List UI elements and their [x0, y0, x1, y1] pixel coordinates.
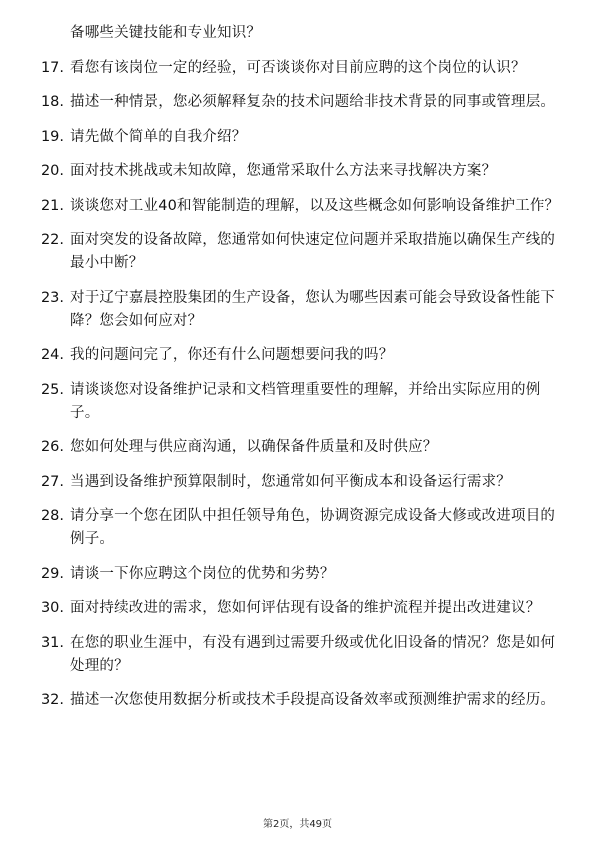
question-text: 我的问题问完了，你还有什么问题想要问我的吗？: [70, 347, 394, 363]
question-text: 面对持续改进的需求，您如何评估现有设备的维护流程并提出改进建议？: [70, 600, 541, 616]
question-text: 当遇到设备维护预算限制时，您通常如何平衡成本和设备运行需求？: [70, 473, 511, 490]
item-number: 26.: [40, 439, 64, 455]
item-number: 30.: [40, 600, 64, 616]
list-item-continuation: [34, 22, 564, 45]
list-item: [34, 91, 564, 114]
question-text: 面对技术挑战或未知故障，您通常采取什么方法来寻找解决方案？: [70, 163, 497, 179]
question-text: 看您有该岗位一定的经验，可否谈谈你对目前应聘的这个岗位的认识？: [70, 59, 526, 76]
list-item: [34, 471, 564, 494]
item-number: 21.: [40, 197, 64, 214]
item-number: 20.: [40, 163, 64, 179]
item-number: 28.: [40, 508, 64, 524]
item-number: 32.: [40, 692, 64, 708]
continuation-text: 备哪些关键技能和专业知识？: [70, 25, 262, 41]
question-text: 面对突发的设备故障，您通常如何快速定位问题并采取措施以确保生产线的最小中断？: [70, 232, 556, 271]
item-number: 17.: [40, 59, 64, 76]
question-text: 描述一次您使用数据分析或技术手段提高设备效率或预测维护需求的经历。: [70, 692, 556, 708]
question-text: 在您的职业生涯中，有没有遇到过需要升级或优化旧设备的情况？您是如何处理的？: [70, 634, 556, 674]
list-item: [34, 287, 564, 333]
list-item: [34, 195, 564, 218]
question-text: 请谈谈您对设备维护记录和文档管理重要性的理解，并给出实际应用的例子。: [70, 381, 541, 421]
item-number: 27.: [40, 473, 64, 490]
list-item: [34, 689, 564, 712]
list-item: [34, 160, 564, 183]
list-item: [34, 436, 564, 459]
list-item: [34, 379, 564, 425]
item-number: 18.: [40, 94, 64, 110]
item-number: 24.: [40, 347, 64, 363]
list-item: [34, 57, 564, 80]
item-number: 31.: [40, 634, 64, 651]
page-footer: 第2页，共49页: [262, 819, 333, 830]
question-text: 对于辽宁嘉晨控股集团的生产设备，您认为哪些因素可能会导致设备性能下降？您会如何应对？: [70, 289, 556, 329]
list-item: [34, 563, 564, 586]
question-list: [34, 22, 564, 724]
list-item: [34, 344, 564, 367]
list-item: [34, 505, 564, 551]
list-item: [34, 632, 564, 678]
question-text: 请先做个简单的自我介绍？: [70, 128, 247, 145]
question-text: 请谈一下你应聘这个岗位的优势和劣势？: [70, 565, 335, 582]
list-item: [34, 229, 564, 275]
question-text: 请分享一个您在团队中担任领导角色，协调资源完成设备大修或改进项目的例子。: [70, 508, 556, 547]
item-number: 25.: [40, 381, 64, 398]
item-number: 29.: [40, 565, 64, 582]
question-text: 您如何处理与供应商沟通，以确保备件质量和及时供应？: [70, 439, 438, 455]
list-item: [34, 126, 564, 149]
item-number: 23.: [40, 289, 64, 306]
item-number: 22.: [40, 232, 64, 248]
list-item: [34, 597, 564, 620]
question-text: 谈谈您对工业40和智能制造的理解，以及这些概念如何影响设备维护工作？: [70, 197, 560, 214]
question-text: 描述一种情景，您必须解释复杂的技术问题给非技术背景的同事或管理层。: [70, 94, 556, 110]
item-number: 19.: [40, 128, 64, 145]
